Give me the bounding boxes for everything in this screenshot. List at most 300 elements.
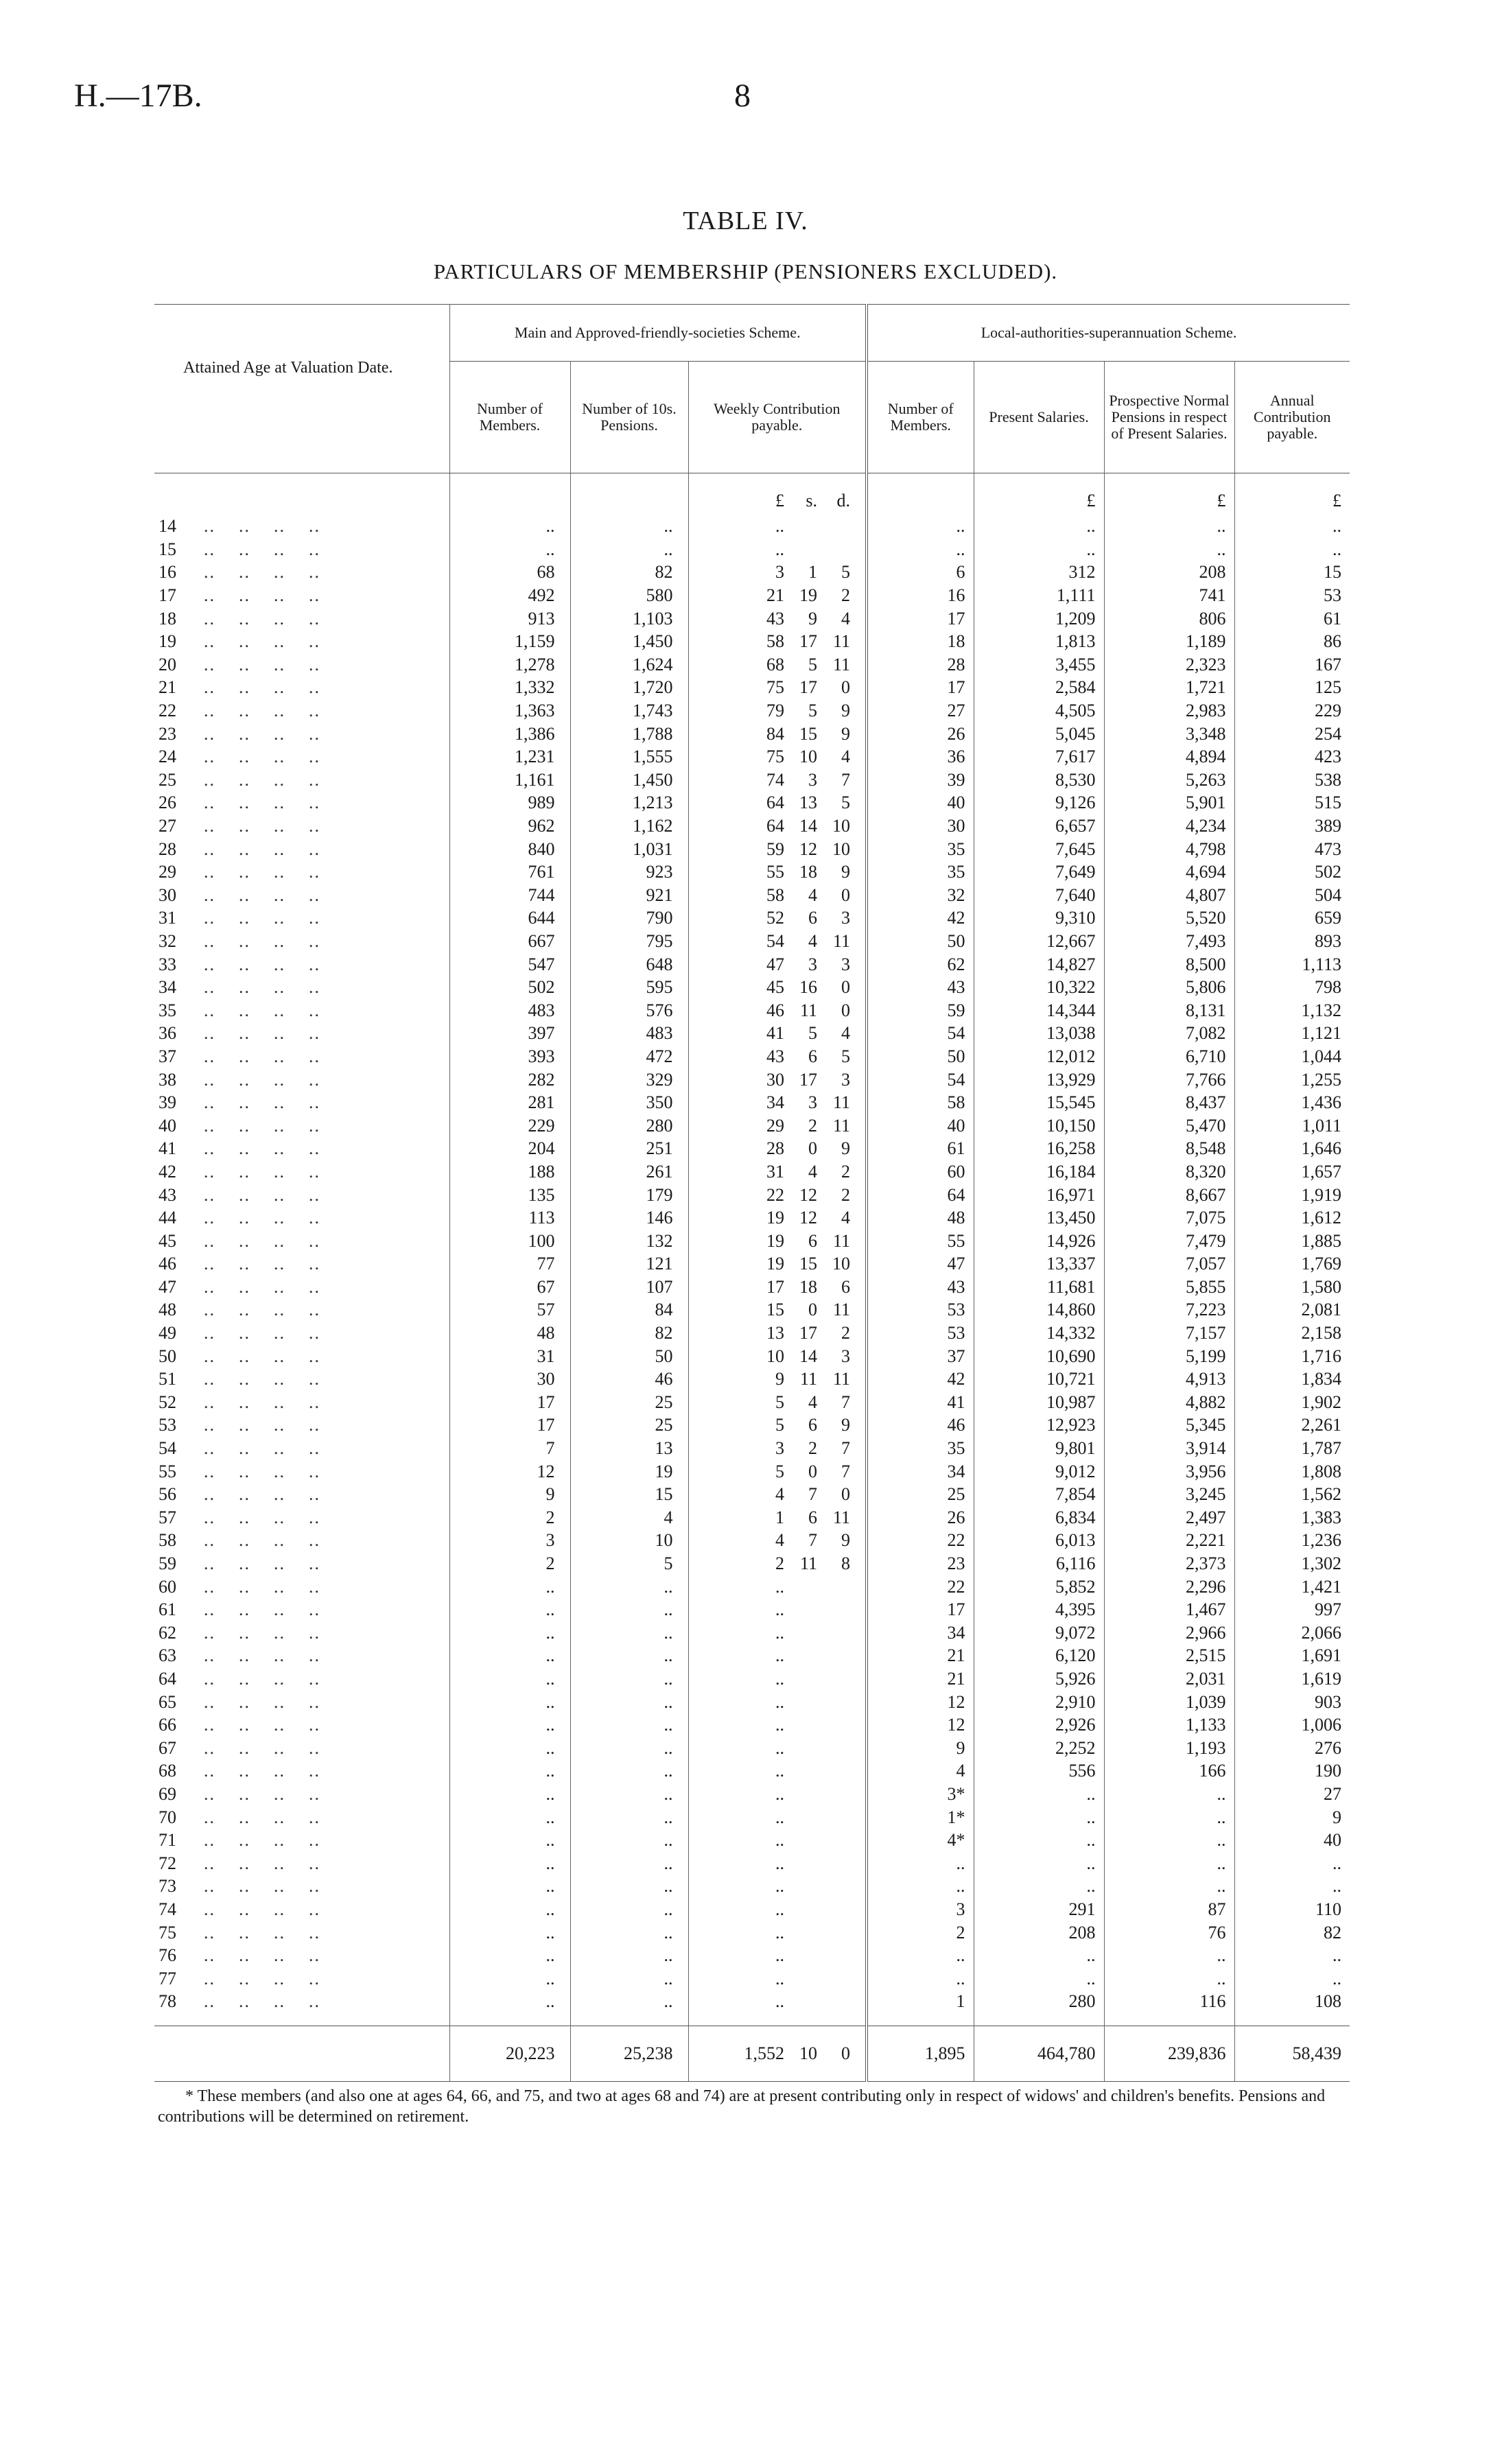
local-salaries-cell: 16,258 <box>974 1137 1104 1160</box>
main-weekly-cell <box>688 1783 867 1806</box>
local-annual-cell: 502 <box>1234 860 1350 884</box>
main-members-cell: .. <box>449 1851 570 1875</box>
main-members-cell: .. <box>449 1944 570 1967</box>
main-weekly-cell-pence: 6 <box>841 1276 850 1297</box>
main-weekly-cell-pounds: 19 <box>766 1208 784 1228</box>
leader-dots: .. .. .. .. <box>204 1484 320 1505</box>
main-weekly-cell-shillings: 6 <box>808 1507 817 1527</box>
age-cell <box>154 1391 449 1414</box>
main-weekly-cell <box>688 1413 867 1437</box>
age-cell <box>154 1413 449 1437</box>
leader-dots: .. .. .. .. <box>204 1254 320 1274</box>
local-pensions-cell: 3,956 <box>1104 1459 1234 1483</box>
main-weekly-cell-pence: 9 <box>841 701 850 721</box>
local-annual-cell: 389 <box>1234 814 1350 838</box>
local-pensions-cell: 2,373 <box>1104 1552 1234 1575</box>
main-weekly-cell-pounds: 34 <box>766 1092 784 1113</box>
local-salaries-cell: 12,923 <box>974 1413 1104 1437</box>
local-members-cell: .. <box>867 1944 974 1967</box>
local-annual-cell: 1,580 <box>1234 1276 1350 1299</box>
main-weekly-cell-pounds: 2 <box>775 1553 784 1574</box>
main-weekly-cell-shillings: 0 <box>808 1461 817 1481</box>
main-weekly-cell-pence: 7 <box>841 769 850 790</box>
main-members-cell: 204 <box>449 1137 570 1160</box>
local-pensions-cell: 1,193 <box>1104 1736 1234 1759</box>
local-annual-cell: 997 <box>1234 1598 1350 1621</box>
table-row <box>154 1206 1350 1230</box>
main-members-cell: 2 <box>449 1552 570 1575</box>
main-weekly-cell-pounds: .. <box>775 1922 784 1943</box>
age-cell <box>154 768 449 792</box>
local-annual-cell: 1,657 <box>1234 1160 1350 1184</box>
local-members-cell: 53 <box>867 1322 974 1345</box>
main-weekly-cell <box>688 1713 867 1737</box>
main-weekly-cell <box>688 1344 867 1368</box>
main-weekly-cell-pounds: 5 <box>775 1392 784 1412</box>
main-members-cell: .. <box>449 1921 570 1944</box>
main-weekly-cell-pence: 4 <box>841 747 850 767</box>
main-weekly-cell-shillings: 6 <box>808 908 817 928</box>
header-main-pensions: Number of 10s. Pensions. <box>570 362 688 473</box>
local-members-cell: 6 <box>867 561 974 584</box>
leader-dots: .. .. .. .. <box>204 1691 320 1712</box>
leader-dots: .. .. .. .. <box>204 1392 320 1412</box>
age-cell <box>154 1459 449 1483</box>
main-pensions-cell: 580 <box>570 584 688 607</box>
local-pensions-cell: 8,320 <box>1104 1160 1234 1184</box>
table-row <box>154 1921 1350 1944</box>
local-salaries-cell: 2,910 <box>974 1690 1104 1713</box>
header-main-members: Number of Members. <box>449 362 570 473</box>
local-annual-cell: 1,113 <box>1234 952 1350 976</box>
local-salaries-cell: 1,813 <box>974 630 1104 653</box>
main-pensions-cell: .. <box>570 1829 688 1852</box>
local-annual-cell: 659 <box>1234 906 1350 930</box>
age-value: 74 <box>159 1899 176 1919</box>
local-annual-cell: 473 <box>1234 837 1350 860</box>
local-members-cell: 32 <box>867 884 974 907</box>
local-pensions-cell: 4,894 <box>1104 745 1234 768</box>
local-pensions-cell: 1,721 <box>1104 676 1234 699</box>
main-weekly-cell <box>688 1921 867 1944</box>
age-cell <box>154 791 449 814</box>
main-members-cell: 1,161 <box>449 768 570 792</box>
age-value: 45 <box>159 1230 176 1251</box>
main-weekly-cell <box>688 1114 867 1137</box>
main-weekly-cell-shillings: 6 <box>808 1230 817 1251</box>
main-weekly-cell-pence: 3 <box>841 1069 850 1090</box>
local-salaries-cell: 9,012 <box>974 1459 1104 1483</box>
main-weekly-cell <box>688 884 867 907</box>
local-annual-cell: 1,716 <box>1234 1344 1350 1368</box>
main-pensions-cell: .. <box>570 1805 688 1829</box>
leader-dots: .. .. .. .. <box>204 1991 320 2012</box>
local-members-cell: 64 <box>867 1183 974 1206</box>
age-cell <box>154 952 449 976</box>
main-weekly-cell <box>688 561 867 584</box>
main-weekly-cell-shillings: 4 <box>808 1161 817 1182</box>
main-weekly-cell-shillings: 15 <box>799 1254 817 1274</box>
age-value: 53 <box>159 1415 176 1435</box>
leader-dots: .. .. .. .. <box>204 1553 320 1574</box>
age-value: 55 <box>159 1461 176 1481</box>
main-members-cell: .. <box>449 1898 570 1921</box>
local-salaries-cell: 6,657 <box>974 814 1104 838</box>
table-row <box>154 1368 1350 1391</box>
age-cell <box>154 1322 449 1345</box>
age-cell <box>154 1483 449 1506</box>
local-annual-cell: 15 <box>1234 561 1350 584</box>
age-value: 41 <box>159 1138 176 1159</box>
local-annual-cell: 82 <box>1234 1921 1350 1944</box>
table-row <box>154 1759 1350 1783</box>
table-row <box>154 1783 1350 1806</box>
main-weekly-cell-pounds: 43 <box>766 1046 784 1066</box>
main-members-cell: 12 <box>449 1459 570 1483</box>
main-pensions-cell: 46 <box>570 1368 688 1391</box>
main-pensions-cell: 132 <box>570 1229 688 1252</box>
local-annual-cell: 53 <box>1234 584 1350 607</box>
main-pensions-cell: 13 <box>570 1437 688 1460</box>
local-members-cell: 16 <box>867 584 974 607</box>
leader-dots: .. .. .. .. <box>204 977 320 998</box>
age-cell <box>154 1944 449 1967</box>
table-row <box>154 860 1350 884</box>
main-members-cell: 67 <box>449 1276 570 1299</box>
main-weekly-cell-pounds: .. <box>775 1783 784 1804</box>
unit-pence: d. <box>836 491 850 511</box>
main-weekly-cell-pence: 9 <box>841 862 850 882</box>
age-value: 27 <box>159 816 176 836</box>
local-annual-cell: 1,902 <box>1234 1391 1350 1414</box>
main-members-cell: 744 <box>449 884 570 907</box>
local-members-cell: 28 <box>867 653 974 677</box>
main-members-cell: .. <box>449 1875 570 1898</box>
main-weekly-cell <box>688 676 867 699</box>
age-cell <box>154 722 449 745</box>
leader-dots: .. .. .. .. <box>204 1461 320 1481</box>
age-cell <box>154 1552 449 1575</box>
age-cell <box>154 1229 449 1252</box>
main-members-cell: 1,332 <box>449 676 570 699</box>
local-annual-cell: 1,769 <box>1234 1252 1350 1276</box>
local-members-cell: 27 <box>867 699 974 723</box>
main-members-cell: 1,363 <box>449 699 570 723</box>
local-members-cell: 61 <box>867 1137 974 1160</box>
local-annual-cell: .. <box>1234 1851 1350 1875</box>
local-pensions-cell: 2,515 <box>1104 1644 1234 1667</box>
main-weekly-cell-shillings: 2 <box>808 1115 817 1136</box>
main-weekly-cell-pence: 2 <box>841 585 850 606</box>
main-weekly-cell-pence: 3 <box>841 908 850 928</box>
leader-dots: .. .. .. .. <box>204 585 320 606</box>
main-weekly-cell-shillings: 1 <box>808 562 817 583</box>
table-row <box>154 1276 1350 1299</box>
main-weekly-cell <box>688 1137 867 1160</box>
unit-salaries: £ <box>974 473 1104 515</box>
leader-dots: .. .. .. .. <box>204 1530 320 1551</box>
table-row <box>154 1898 1350 1921</box>
main-weekly-cell-shillings: 4 <box>808 884 817 905</box>
main-members-cell: 2 <box>449 1506 570 1529</box>
age-value: 21 <box>159 677 176 698</box>
local-pensions-cell: .. <box>1104 1829 1234 1852</box>
main-weekly-cell <box>688 930 867 953</box>
local-pensions-cell: .. <box>1104 1944 1234 1967</box>
unit-annual: £ <box>1234 473 1350 515</box>
local-salaries-cell: 14,827 <box>974 952 1104 976</box>
age-value: 48 <box>159 1300 176 1320</box>
age-value: 76 <box>159 1945 176 1966</box>
main-weekly-cell <box>688 653 867 677</box>
main-weekly-cell-pounds: 41 <box>766 1023 784 1044</box>
table-row <box>154 837 1350 860</box>
totals-label <box>154 2026 449 2081</box>
main-weekly-cell <box>688 745 867 768</box>
main-weekly-cell-pounds: .. <box>775 1715 784 1735</box>
table-row <box>154 1459 1350 1483</box>
local-pensions-cell: 2,497 <box>1104 1506 1234 1529</box>
local-pensions-cell: 4,694 <box>1104 860 1234 884</box>
age-value: 19 <box>159 631 176 652</box>
age-cell <box>154 1344 449 1368</box>
local-salaries-cell: 14,344 <box>974 998 1104 1022</box>
total-local-salaries: 464,780 <box>974 2026 1104 2081</box>
spacer-row <box>154 2013 1350 2026</box>
leader-dots: .. .. .. .. <box>204 1323 320 1344</box>
main-pensions-cell: .. <box>570 1736 688 1759</box>
main-weekly-cell-shillings: 17 <box>799 1323 817 1344</box>
leader-dots: .. .. .. .. <box>204 1576 320 1597</box>
table-row <box>154 1114 1350 1137</box>
main-weekly-cell-pence: 4 <box>841 1023 850 1044</box>
leader-dots: .. .. .. .. <box>204 884 320 905</box>
main-weekly-cell-pounds: .. <box>775 1876 784 1897</box>
local-pensions-cell: 3,914 <box>1104 1437 1234 1460</box>
main-members-cell: 962 <box>449 814 570 838</box>
table-row <box>154 1644 1350 1667</box>
main-pensions-cell: .. <box>570 538 688 561</box>
total-local-pensions: 239,836 <box>1104 2026 1234 2081</box>
age-cell <box>154 1829 449 1852</box>
table-row <box>154 1575 1350 1598</box>
age-value: 38 <box>159 1069 176 1090</box>
local-salaries-cell: .. <box>974 1805 1104 1829</box>
local-salaries-cell: 14,926 <box>974 1229 1104 1252</box>
main-weekly-cell <box>688 1829 867 1852</box>
table-row <box>154 1137 1350 1160</box>
local-pensions-cell: 1,133 <box>1104 1713 1234 1737</box>
total-main-weekly-pence: 0 <box>841 2043 850 2064</box>
main-weekly-cell-pence: 0 <box>841 884 850 905</box>
local-salaries-cell: 8,530 <box>974 768 1104 792</box>
leader-dots: .. .. .. .. <box>204 1876 320 1897</box>
local-salaries-cell: 291 <box>974 1898 1104 1921</box>
age-value: 18 <box>159 608 176 629</box>
local-salaries-cell: 9,310 <box>974 906 1104 930</box>
main-weekly-cell <box>688 998 867 1022</box>
local-annual-cell: 2,066 <box>1234 1621 1350 1645</box>
main-weekly-cell-shillings: 12 <box>799 1208 817 1228</box>
local-salaries-cell: 1,209 <box>974 607 1104 630</box>
age-value: 70 <box>159 1807 176 1827</box>
main-members-cell: 667 <box>449 930 570 953</box>
local-salaries-cell: 7,617 <box>974 745 1104 768</box>
local-salaries-cell: 10,721 <box>974 1368 1104 1391</box>
main-weekly-cell <box>688 1298 867 1322</box>
local-salaries-cell: 6,116 <box>974 1552 1104 1575</box>
unit-pensions: £ <box>1104 473 1234 515</box>
table-row <box>154 952 1350 976</box>
local-annual-cell: 515 <box>1234 791 1350 814</box>
main-weekly-cell-pence: 9 <box>841 1530 850 1551</box>
leader-dots: .. .. .. .. <box>204 723 320 744</box>
local-annual-cell: 1,808 <box>1234 1459 1350 1483</box>
main-pensions-cell: .. <box>570 1575 688 1598</box>
header-local-annual: Annual Contribution payable. <box>1234 362 1350 473</box>
age-value: 75 <box>159 1922 176 1943</box>
main-weekly-cell-shillings: 7 <box>808 1530 817 1551</box>
local-annual-cell: 1,646 <box>1234 1137 1350 1160</box>
main-weekly-cell-pence: 3 <box>841 1346 850 1366</box>
main-pensions-cell: 595 <box>570 976 688 999</box>
age-value: 14 <box>159 516 176 537</box>
age-cell <box>154 1967 449 1990</box>
main-weekly-cell-pounds: 5 <box>775 1415 784 1435</box>
local-pensions-cell: 5,806 <box>1104 976 1234 999</box>
main-pensions-cell: 350 <box>570 1091 688 1114</box>
age-value: 24 <box>159 747 176 767</box>
local-members-cell: .. <box>867 1967 974 1990</box>
leader-dots: .. .. .. .. <box>204 1668 320 1689</box>
main-weekly-cell <box>688 1437 867 1460</box>
main-weekly-cell <box>688 1022 867 1045</box>
age-value: 30 <box>159 884 176 905</box>
main-weekly-cell-pounds: 4 <box>775 1530 784 1551</box>
main-weekly-cell <box>688 791 867 814</box>
local-pensions-cell: 4,913 <box>1104 1368 1234 1391</box>
main-members-cell: .. <box>449 1644 570 1667</box>
main-weekly-cell-pence: 9 <box>841 1415 850 1435</box>
leader-dots: .. .. .. .. <box>204 1853 320 1873</box>
table-row <box>154 1437 1350 1460</box>
leader-dots: .. .. .. .. <box>204 1369 320 1389</box>
main-pensions-cell: 5 <box>570 1552 688 1575</box>
footnote: * These members (and also one at ages 64, 66, and 75, and two at ages 68 and 74) are at present contributing only in respect of widows' and children's benefits. Pensions and contributions will be determined on retirement. <box>158 2087 1326 2126</box>
main-weekly-cell-pounds: .. <box>775 1899 784 1919</box>
age-value: 56 <box>159 1484 176 1505</box>
age-cell <box>154 1183 449 1206</box>
main-weekly-cell-shillings: 13 <box>799 793 817 813</box>
main-weekly-cell-shillings: 18 <box>799 1276 817 1297</box>
local-members-cell: 22 <box>867 1529 974 1552</box>
main-weekly-cell-pounds: 17 <box>766 1276 784 1297</box>
local-annual-cell: 1,562 <box>1234 1483 1350 1506</box>
table-row <box>154 1805 1350 1829</box>
main-pensions-cell: 472 <box>570 1045 688 1068</box>
age-cell <box>154 584 449 607</box>
main-weekly-cell-shillings: 14 <box>799 1346 817 1366</box>
main-weekly-cell <box>688 1276 867 1299</box>
table-row <box>154 1690 1350 1713</box>
main-weekly-cell-pence: 0 <box>841 1000 850 1020</box>
table-row <box>154 1298 1350 1322</box>
header-local-salaries: Present Salaries. <box>974 362 1104 473</box>
main-pensions-cell: .. <box>570 1898 688 1921</box>
local-pensions-cell: .. <box>1104 515 1234 538</box>
main-weekly-cell-pounds: .. <box>775 1645 784 1666</box>
main-pensions-cell: 179 <box>570 1183 688 1206</box>
main-pensions-cell: 648 <box>570 952 688 976</box>
main-pensions-cell: .. <box>570 1921 688 1944</box>
main-members-cell: 135 <box>449 1183 570 1206</box>
local-members-cell: 23 <box>867 1552 974 1575</box>
table-row <box>154 930 1350 953</box>
local-members-cell: 18 <box>867 630 974 653</box>
main-weekly-cell <box>688 630 867 653</box>
main-pensions-cell: .. <box>570 1598 688 1621</box>
table-row <box>154 676 1350 699</box>
main-weekly-cell <box>688 1368 867 1391</box>
age-cell <box>154 1437 449 1460</box>
age-cell <box>154 1091 449 1114</box>
local-members-cell: 62 <box>867 952 974 976</box>
main-weekly-cell <box>688 1944 867 1967</box>
local-members-cell: 42 <box>867 906 974 930</box>
local-salaries-cell: 13,038 <box>974 1022 1104 1045</box>
main-weekly-cell-pounds: 52 <box>766 908 784 928</box>
leader-dots: .. .. .. .. <box>204 1438 320 1459</box>
local-pensions-cell: 806 <box>1104 607 1234 630</box>
main-pensions-cell: 15 <box>570 1483 688 1506</box>
local-members-cell: 3* <box>867 1783 974 1806</box>
main-weekly-cell <box>688 1990 867 2013</box>
age-value: 44 <box>159 1208 176 1228</box>
local-pensions-cell: .. <box>1104 538 1234 561</box>
main-weekly-cell-pounds: 47 <box>766 954 784 974</box>
main-pensions-cell: 82 <box>570 1322 688 1345</box>
leader-dots: .. .. .. .. <box>204 769 320 790</box>
age-cell <box>154 976 449 999</box>
local-members-cell: 17 <box>867 607 974 630</box>
main-pensions-cell: .. <box>570 515 688 538</box>
main-weekly-cell-pounds: 84 <box>766 723 784 744</box>
age-cell <box>154 1276 449 1299</box>
table-row <box>154 1667 1350 1691</box>
main-weekly-cell-shillings: 3 <box>808 769 817 790</box>
age-cell <box>154 676 449 699</box>
main-weekly-cell-pounds: 54 <box>766 930 784 951</box>
main-members-cell: .. <box>449 1667 570 1691</box>
main-pensions-cell: 483 <box>570 1022 688 1045</box>
local-pensions-cell: 1,039 <box>1104 1690 1234 1713</box>
main-members-cell: 77 <box>449 1252 570 1276</box>
leader-dots: .. .. .. .. <box>204 1645 320 1666</box>
age-cell <box>154 745 449 768</box>
age-cell <box>154 837 449 860</box>
local-annual-cell: 1,919 <box>1234 1183 1350 1206</box>
local-salaries-cell: 16,971 <box>974 1183 1104 1206</box>
main-weekly-cell <box>688 1552 867 1575</box>
local-annual-cell: 190 <box>1234 1759 1350 1783</box>
main-weekly-cell <box>688 1206 867 1230</box>
local-members-cell: 50 <box>867 930 974 953</box>
main-pensions-cell: 795 <box>570 930 688 953</box>
age-cell <box>154 1875 449 1898</box>
age-value: 63 <box>159 1645 176 1666</box>
local-annual-cell: .. <box>1234 1967 1350 1990</box>
main-pensions-cell: 107 <box>570 1276 688 1299</box>
